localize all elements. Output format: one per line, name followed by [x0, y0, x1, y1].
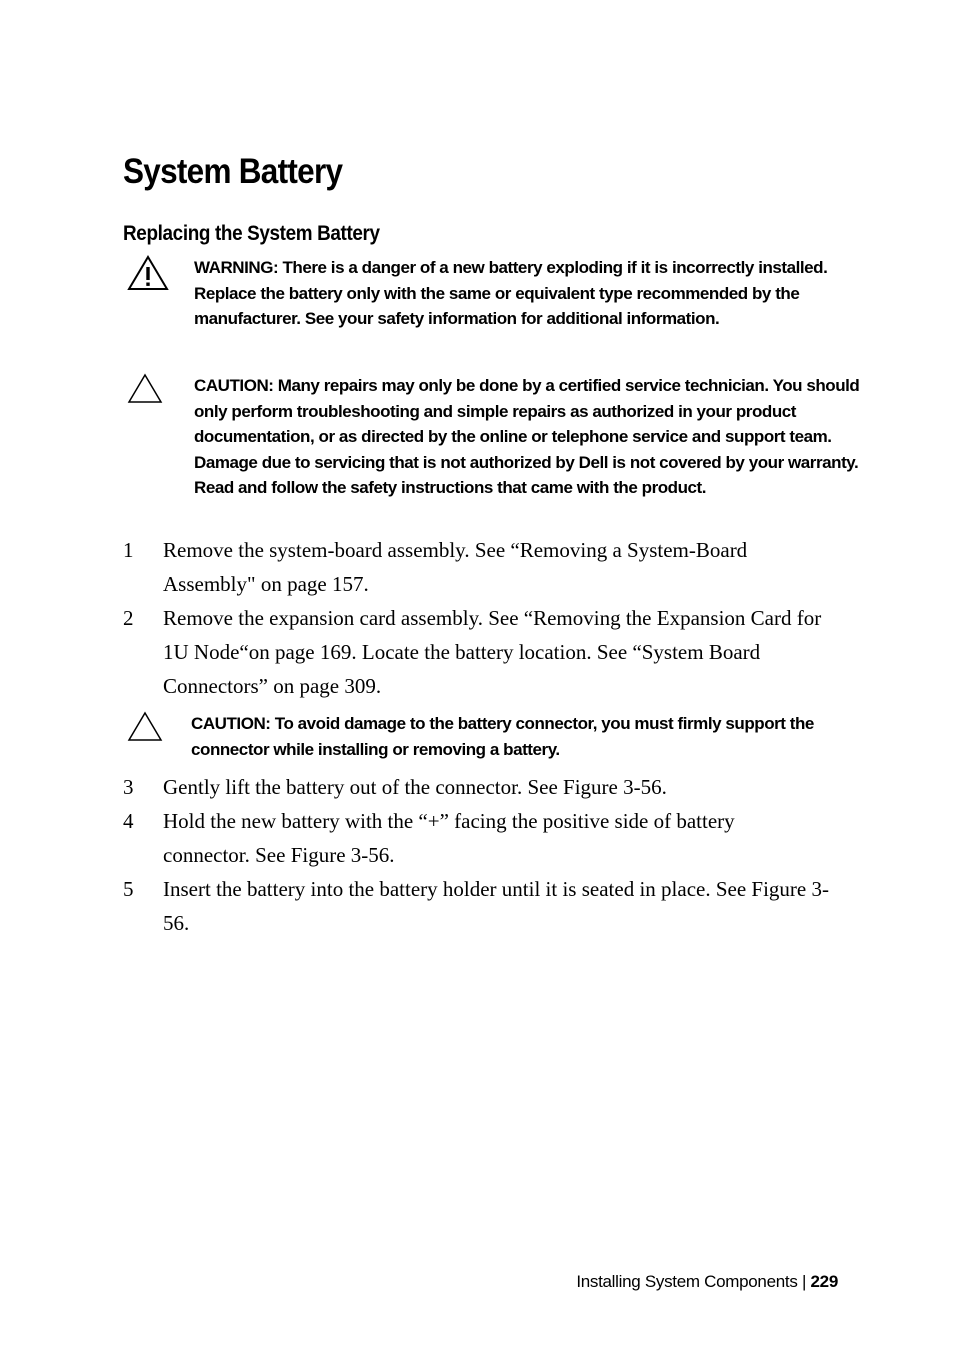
warning-triangle-exclamation-icon — [127, 255, 169, 296]
page-title: System Battery — [123, 152, 343, 191]
step-text: Hold the new battery with the “+” facing the positive side of battery connector. See Figure 3-56. — [163, 809, 735, 867]
caution-triangle-icon — [127, 373, 163, 409]
step-number: 3 — [123, 775, 134, 799]
step-number: 1 — [123, 538, 134, 562]
footer-separator: | — [801, 1272, 807, 1291]
caution-notice-text: CAUTION: To avoid damage to the battery connector, you must firmly support the connector while installing or removing a battery. — [191, 714, 814, 759]
page-footer — [576, 1272, 838, 1292]
step-number: 4 — [123, 809, 134, 833]
page-number: 229 — [810, 1272, 838, 1291]
warning-notice-text: WARNING: There is a danger of a new battery exploding if it is incorrectly installed. Replace the battery only with the same or equivalent type recommended by the manufacturer. See your safety information for additional information. — [194, 258, 828, 328]
caution-notice-text: CAUTION: Many repairs may only be done by a certified service technician. You should only perform troubleshooting and simple repairs as authorized in your product documentation, or as directed by the online or telephone service and support team. Damage due to servicing that is not authorized by Dell is not covered by your warranty. Read and follow the safety instructions that came with the product. — [194, 376, 860, 497]
step-number: 2 — [123, 606, 134, 630]
footer-section-title: Installing System Components — [576, 1272, 798, 1291]
step-text: Remove the system-board assembly. See “Removing a System-Board Assembly" on page 157. — [163, 538, 748, 596]
step-text: Remove the expansion card assembly. See “Removing the Expansion Card for 1U Node“on page 169. Locate the battery location. See “System Board Connectors” on page 309. — [163, 606, 822, 698]
caution-triangle-icon — [127, 711, 163, 747]
step-text: Gently lift the battery out of the connector. See Figure 3-56. — [163, 775, 667, 799]
step-number: 5 — [123, 877, 134, 901]
step-text: Insert the battery into the battery holder until it is seated in place. See Figure 3-56. — [163, 877, 829, 935]
section-heading: Replacing the System Battery — [123, 222, 380, 245]
